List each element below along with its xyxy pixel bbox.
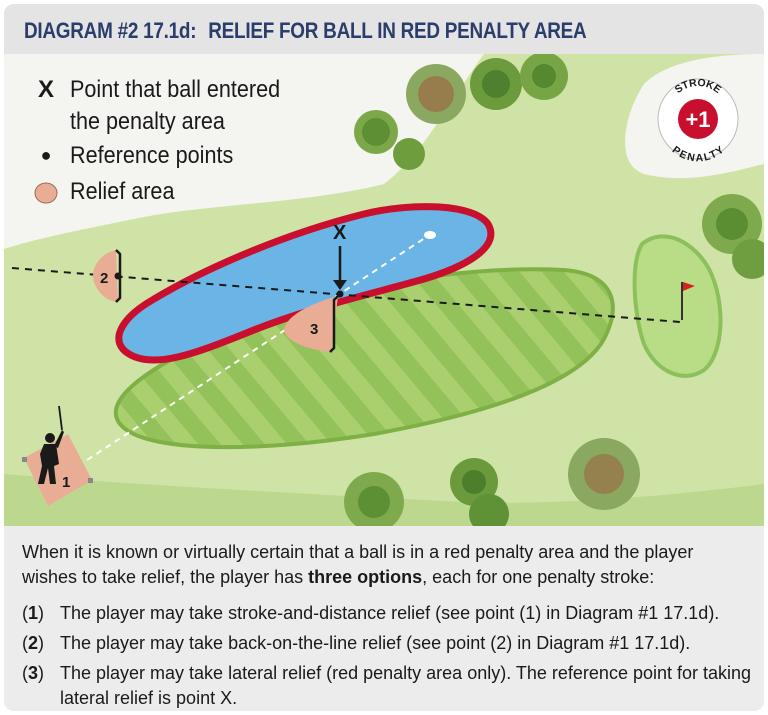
legend-label: Reference points [70, 142, 234, 169]
page-title [24, 18, 586, 44]
reference-point-x [337, 291, 344, 298]
option-text: The player may take lateral relief (red penalty area only). The reference point for taking lateral relief is point X. [60, 663, 752, 708]
x-mark-icon: X [37, 76, 54, 103]
reference-point-2 [115, 273, 122, 280]
title-bar [4, 4, 764, 58]
option-text: The player may take back-on-the-line relief (see point (2) in Diagram #1 17.1d). [60, 633, 691, 653]
badge-bottom-text: PENALTY [669, 144, 727, 165]
legend-label: Relief area [70, 178, 175, 205]
three-options-emphasis: three options [308, 567, 423, 587]
point-label-3: 3 [310, 321, 319, 338]
badge-top-text: STROKE [672, 76, 724, 96]
relief-oval-icon [34, 182, 58, 211]
option-2: (2) The player may take back-on-the-line relief (see point (2) in Diagram #1 17.1d). [22, 633, 691, 653]
option-1: (1) The player may take stroke-and-distance relief (see point (1) in Diagram #1 17.1d). [22, 603, 720, 623]
point-label-1: 1 [62, 474, 71, 491]
point-label-2: 2 [100, 270, 109, 287]
option-text: The player may take stroke-and-distance relief (see point (1) in Diagram #1 17.1d). [60, 603, 720, 623]
diagram-title: RELIEF FOR BALL IN RED PENALTY AREA [208, 18, 587, 43]
intro-paragraph: When it is known or virtually certain that a ball is in a red penalty area and the player wishes to take relief, the player has three options, each for one penalty stroke: [22, 542, 694, 587]
description [22, 540, 752, 711]
legend-label: Point that ball entered [70, 76, 281, 103]
legend-label: the penalty area [70, 108, 225, 135]
diagram-number: DIAGRAM #2 17.1d: [24, 18, 197, 43]
entry-point-x-label: X [333, 222, 347, 244]
penalty-value: +1 [685, 107, 711, 132]
option-3: (3) The player may take lateral relief (red penalty area only). The reference point for taking lateral relief is point X. [22, 663, 752, 708]
dot-icon: ● [40, 145, 52, 165]
